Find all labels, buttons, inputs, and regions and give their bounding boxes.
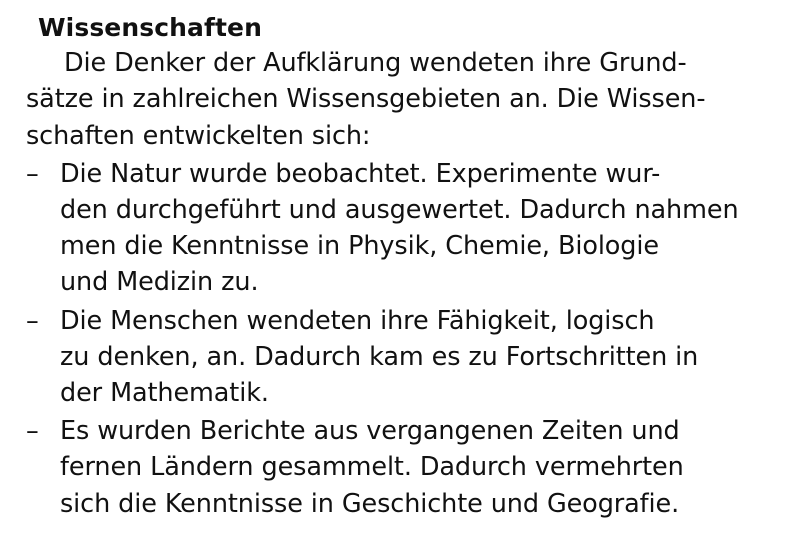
bullet-dash-icon: –: [26, 305, 39, 336]
list-item-line: und Medizin zu.: [60, 267, 259, 298]
list-item-text: [60, 303, 765, 412]
list-item-text: [60, 413, 765, 522]
list-item-line: Die Menschen wendeten ihre Fähigkeit, logisch: [60, 305, 655, 336]
list-item: [26, 303, 765, 412]
list-item-line: den durchgeführt und ausgewertet. Dadurch nahmen: [60, 195, 739, 226]
intro-line-2: sätze in zahlreichen Wissensgebieten an. Die Wissen-: [26, 84, 706, 115]
list-item-line: sich die Kenntnisse in Geschichte und Geografie.: [60, 488, 680, 519]
intro-line-1: Die Denker der Aufklärung wendeten ihre Grund-: [64, 48, 687, 79]
list-item: [26, 413, 765, 522]
list-item-line: Es wurden Berichte aus vergangenen Zeiten und: [60, 416, 680, 447]
intro-paragraph: [26, 45, 765, 154]
list-item-line: fernen Ländern gesammelt. Dadurch vermehrten: [60, 452, 684, 483]
list-item-line: der Mathematik.: [60, 378, 269, 409]
page-title: Wissenschaften: [38, 13, 263, 42]
list-item-line: Die Natur wurde beobachtet. Experimente wur-: [60, 158, 661, 189]
bullet-list: [26, 156, 765, 522]
intro-line-3: schaften entwickelten sich:: [26, 120, 371, 151]
list-item-text: [60, 156, 765, 301]
list-item: [26, 156, 765, 301]
list-item-line: men die Kenntnisse in Physik, Chemie, Biologie: [60, 231, 659, 262]
bullet-dash-icon: –: [26, 158, 39, 189]
list-item-line: zu denken, an. Dadurch kam es zu Fortschritten in: [60, 341, 699, 372]
bullet-dash-icon: –: [26, 416, 39, 447]
